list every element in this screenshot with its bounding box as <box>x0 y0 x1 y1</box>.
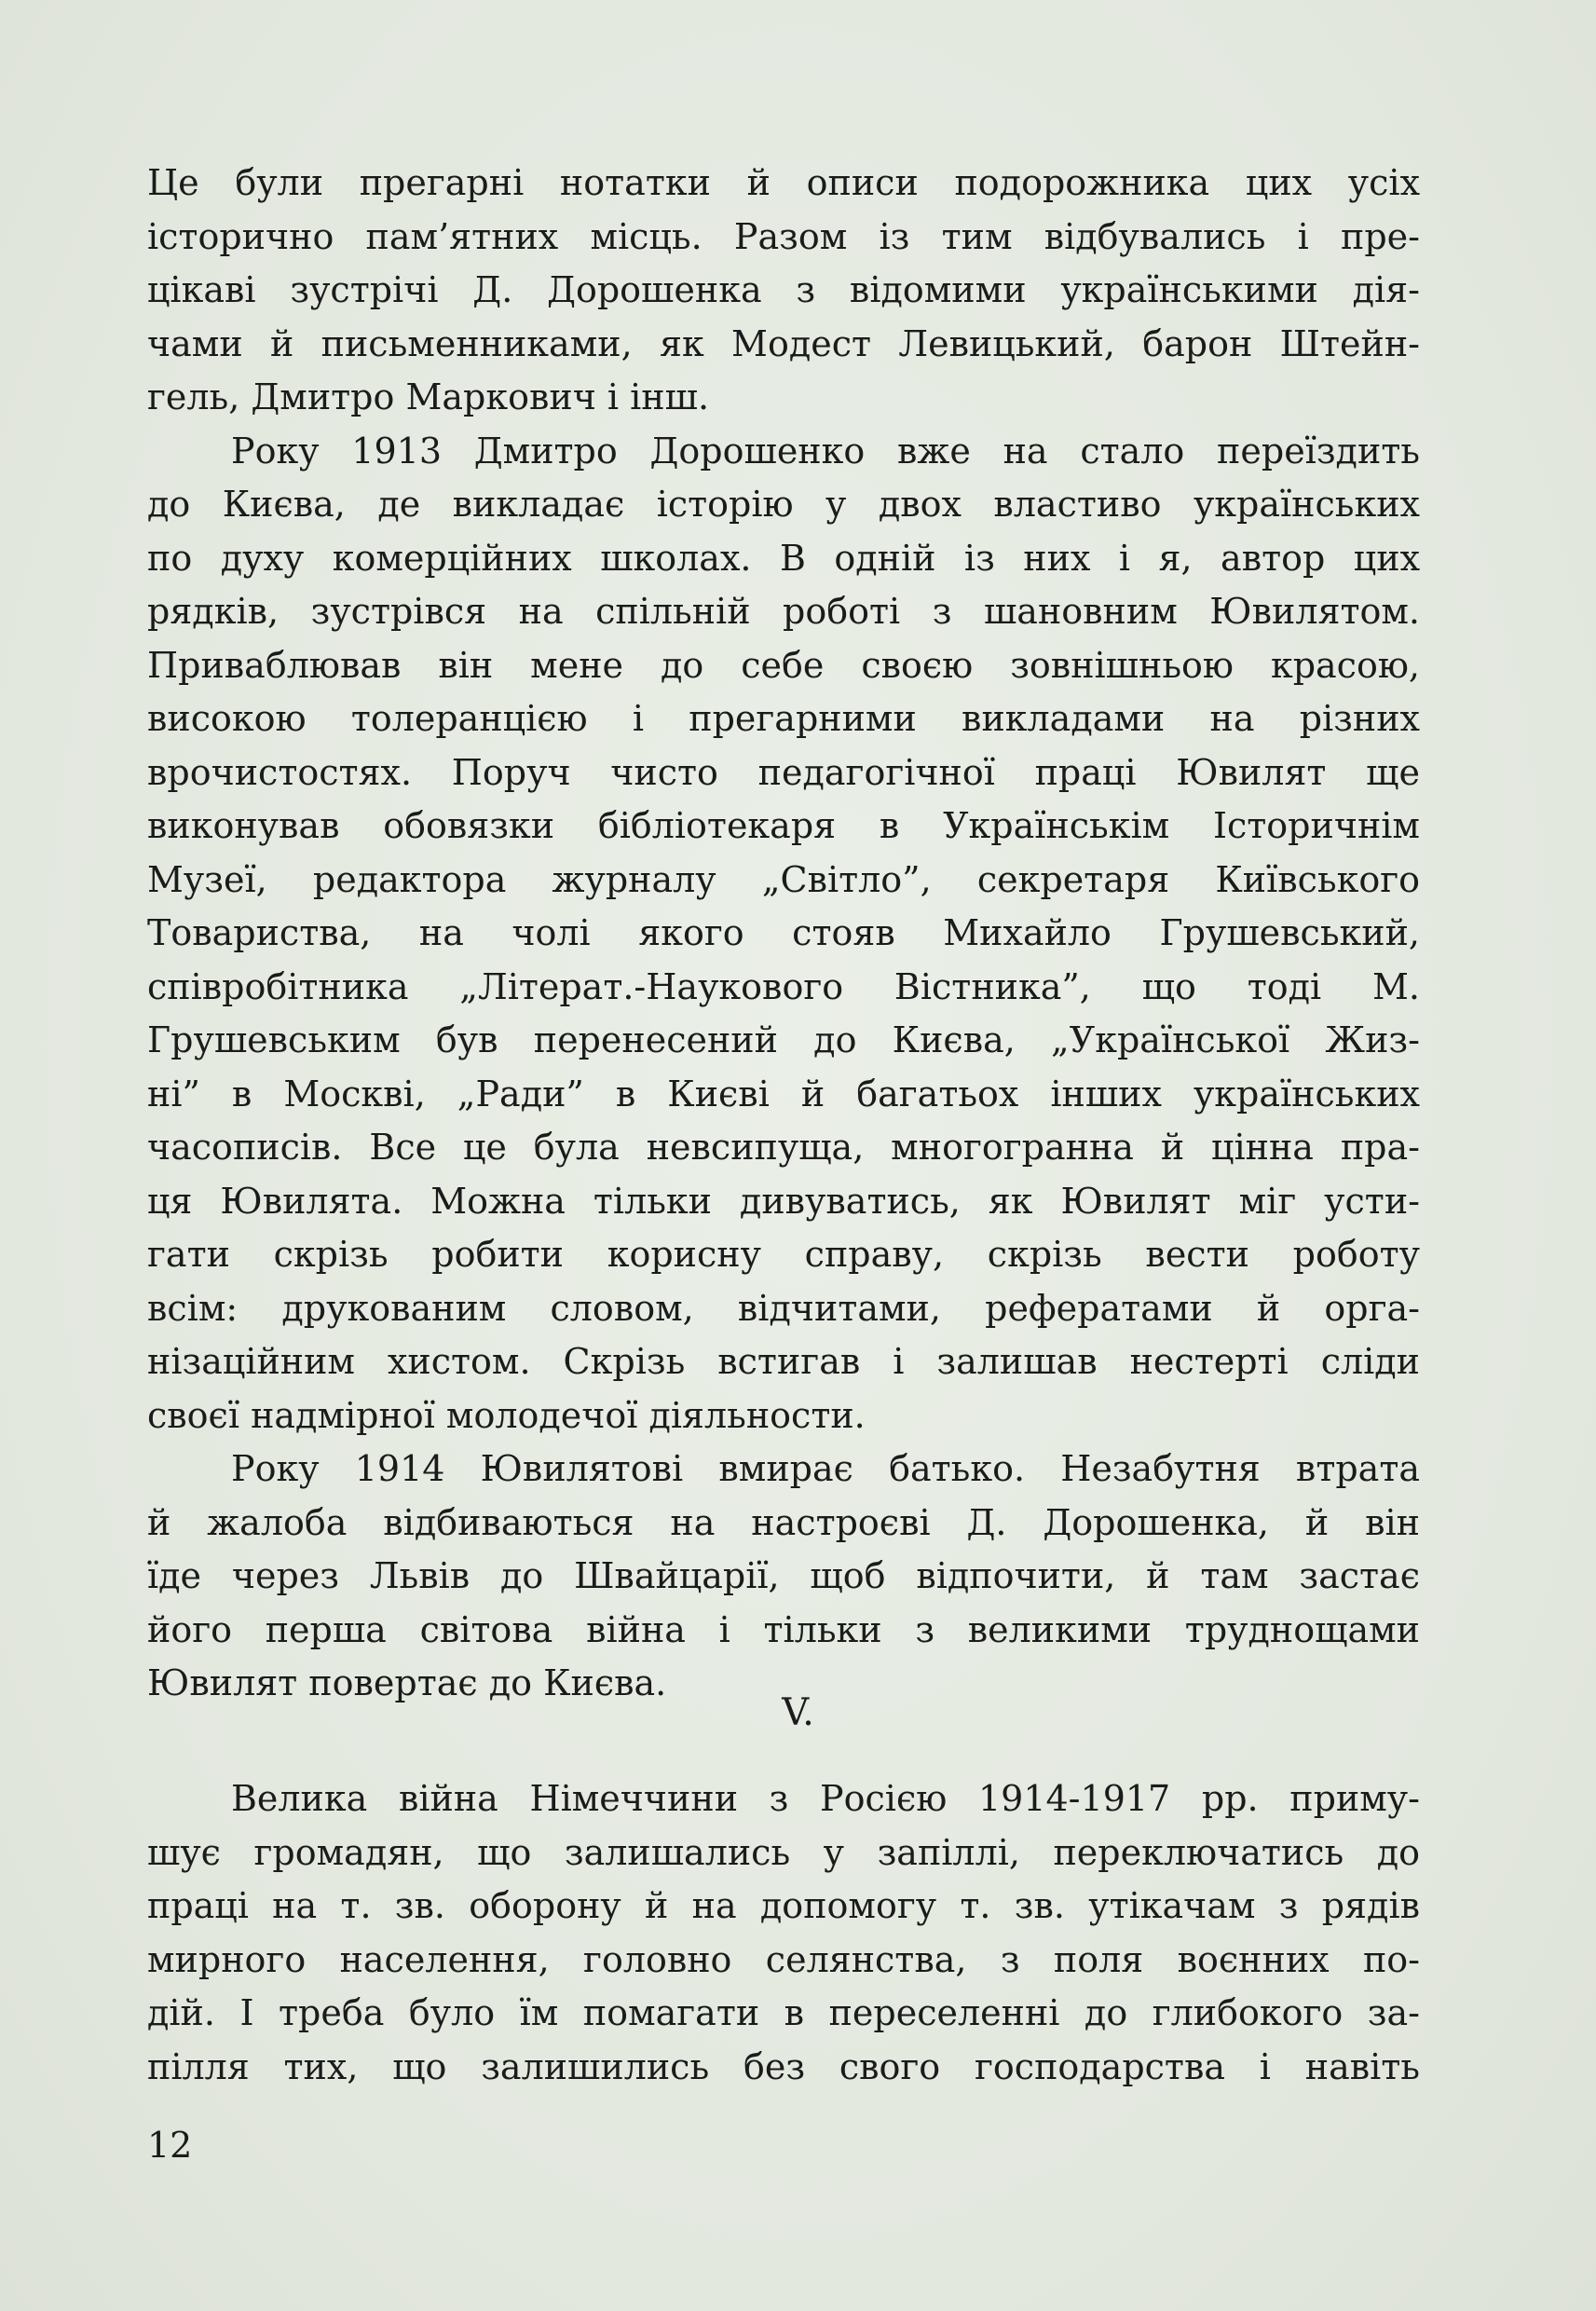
text-block-bottom <box>147 1772 1420 2094</box>
text-line: Це були прегарні нотатки й описи подорожника цих усіх <box>147 162 1420 203</box>
text-line: Товариства, на чолі якого стояв Михайло Грушевський, <box>147 912 1420 953</box>
text-line: по духу комерційних школах. В одній із них і я, автор цих <box>147 537 1420 579</box>
text-line: гати скрізь робити корисну справу, скрізь вести роботу <box>147 1234 1420 1275</box>
text-line: праці на т. зв. оборону й на допомогу т. зв. утікачам з рядів <box>147 1885 1420 1926</box>
text-line: врочистостях. Поруч чисто педагогічної праці Ювилят ще <box>147 751 1420 793</box>
text-line: до Києва, де викладає історію у двох властиво українських <box>147 484 1420 525</box>
text-line: високою толеранцією і прегарними викладами на різних <box>147 698 1420 739</box>
text-line: цікаві зустрічі Д. Дорошенка з відомими українськими дія- <box>147 269 1420 310</box>
text-line: всім: друкованим словом, відчитами, рефератами й орга- <box>147 1287 1420 1329</box>
text-line: Року 1913 Дмитро Дорошенко вже на стало переїздить <box>231 430 1420 472</box>
text-line: Ювилят повертає до Києва. <box>147 1662 667 1703</box>
text-line: історично пам’ятних місць. Разом із тим відбувались і пре- <box>147 215 1420 257</box>
section-heading: V. <box>782 1691 814 1734</box>
text-block-top <box>147 157 1420 1711</box>
text-line: співробітника „Літерат.-Наукового Вістника”, що тоді М. <box>147 965 1420 1007</box>
text-line: Року 1914 Ювилятові вмирає батько. Незабутня втрата <box>231 1448 1420 1489</box>
text-line: Велика війна Німеччини з Росією 1914-1917 рр. приму- <box>231 1778 1420 1819</box>
text-line: гель, Дмитро Маркович і інш. <box>147 376 710 417</box>
text-line: Грушевським був перенесений до Києва, „Української Жиз- <box>147 1019 1420 1060</box>
text-line: Музеї, редактора журналу „Світло”, секретаря Київського <box>147 858 1420 900</box>
text-line: й жалоба відбиваються на настроєві Д. Дорошенка, й він <box>147 1501 1420 1543</box>
text-line: мирного населення, головно селянства, з поля воєнних по- <box>147 1938 1420 1980</box>
page-number: 12 <box>147 2125 193 2166</box>
text-line: рядків, зустрівся на спільній роботі з шановним Ювилятом. <box>147 591 1420 632</box>
text-line: виконував обовязки бібліотекаря в Українськім Історичнім <box>147 805 1420 846</box>
text-line: пілля тих, що залишились без свого господарства і навіть <box>147 2045 1420 2087</box>
text-line: ні” в Москві, „Ради” в Києві й багатьох інших українських <box>147 1073 1420 1114</box>
text-line: дій. І треба було їм помагати в переселенні до глибокого за- <box>147 1992 1420 2033</box>
text-line: часописів. Все це була невсипуща, многогранна й цінна пра- <box>147 1127 1420 1168</box>
text-line: шує громадян, що залишались у запіллі, переключатись до <box>147 1831 1420 1873</box>
text-line: їде через Львів до Швайцарії, щоб відпочити, й там застає <box>147 1555 1420 1596</box>
text-line: чами й письменниками, як Модест Левицький, барон Штейн- <box>147 322 1420 364</box>
text-line: своєї надмірної молодечої діяльности. <box>147 1394 866 1436</box>
text-line: Приваблював він мене до себе своєю зовнішньою красою, <box>147 644 1420 686</box>
text-line: ця Ювилята. Можна тільки дивуватись, як Ювилят міг усти- <box>147 1180 1420 1222</box>
text-line: його перша світова війна і тільки з великими труднощами <box>147 1608 1420 1650</box>
text-line: нізаційним хистом. Скрізь встигав і залишав нестерті сліди <box>147 1341 1420 1382</box>
